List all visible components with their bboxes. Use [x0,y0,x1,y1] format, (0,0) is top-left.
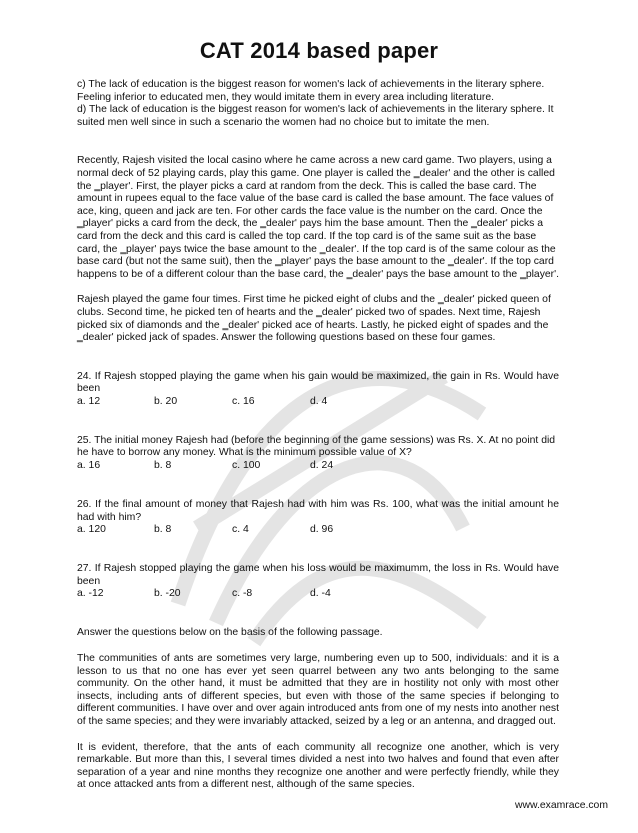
passage1-paragraph: Recently, Rajesh visited the local casino where he came across a new card game. Two players, using a normal deck of 52 playing cards, play this game. One player is called the ‗dealer' and the other is called the ‗player'. First, the player picks a card at random from the deck. This is called the base card. The amount in rupees equal to the face value of the base card is called the base amount. The face values of ace, king, queen and jack are ten. For other cards the face value is the number on the card. Once the ‗player' picks a card from the deck, the ‗dealer' pays him the base amount. Then the ‗dealer' picks a card from the deck and this card is called the top card. If the top card is of the same suit as the base card, the ‗player' pays twice the base amount to the ‗dealer'. If the top card is of the same colour as the base card (but not the same suit), then the ‗player' pays the base amount to the ‗dealer'. If the top card happens to be of a different colour than the base card, the ‗dealer' pays the base amount to the ‗player'. [77,155,559,280]
option: b. 20 [154,395,178,407]
option: d. -4 [310,588,331,600]
option: c. 16 [232,395,255,407]
intro-option-c: c) The lack of education is the biggest reason for women's lack of achievements in the literary sphere. Feeling inferior to educated men, they would imitate them in every area including literature. [77,79,545,103]
option: d. 24 [310,460,334,472]
page-title: CAT 2014 based paper [199,38,439,63]
option: a. 12 [77,395,101,407]
option: b. 8 [154,460,172,472]
option: b. 8 [154,524,172,536]
option: c. -8 [232,588,253,600]
question-24-options [77,396,559,409]
question-26-options [77,524,559,537]
option: a. -12 [77,588,104,600]
option: a. 16 [77,460,101,472]
intro-option-d: d) The lack of education is the biggest reason for women's lack of achievements in the literary sphere. It suited men well since in such a scenario the women had no choice but to imitate the men. [77,104,554,128]
question-24: 24. If Rajesh stopped playing the game when his gain would be maximized, the gain in Rs. Would have been [77,370,559,395]
question-25-options [77,460,559,473]
question-27: 27. If Rajesh stopped playing the game when his loss would be maximumm, the loss in Rs. Would have been [77,563,559,587]
passage2-intro: Answer the questions below on the basis of the following passage. [77,627,383,639]
question-27-options [77,588,559,601]
option: b. -20 [154,588,181,600]
footer-url: www.examrace.com [515,800,608,811]
passage1-paragraph: Rajesh played the game four times. First time he picked eight of clubs and the ‗dealer' picked queen of clubs. Second time, he picked ten of hearts and the ‗dealer' picked two of spades. Next time, Rajesh picked six of diamonds and the ‗dealer' picked ace of hearts. Lastly, he picked eight of spades and the ‗dealer' picked jack of spades. Answer the following questions based on these four games. [77,294,551,344]
option: a. 120 [77,524,106,536]
option: c. 100 [232,460,261,472]
passage2-paragraph: The communities of ants are sometimes very large, numbering even up to 500, individuals: and it is a lesson to us that no one has ever yet seen quarrel between any two ants belonging to the same community. On the other hand, it must be admitted that they are in hostility not only with most other insects, including ants of different species, but even with those of the same species if belonging to different communities. I have over and over again introduced ants from one of my nests into another nest of the same species; and they were invariably attacked, seized by a leg or an antenna, and dragged out. [77,653,559,727]
option: d. 96 [310,524,334,536]
passage2-paragraph: It is evident, therefore, that the ants of each community all recognize one another, which is very remarkable. But more than this, I several times divided a nest into two halves and found that even after separation of a year and nine months they recognize one another and were perfectly friendly, while they at once attacked ants from a different nest, although of the same species. [77,741,559,791]
question-25: 25. The initial money Rajesh had (before the beginning of the game sessions) was Rs. X. At no point did he have to borrow any money. What is the minimum possible value of X? [77,434,556,459]
question-26: 26. If the final amount of money that Rajesh had with him was Rs. 100, what was the initial amount he had with him? [77,499,559,523]
option: c. 4 [232,524,249,536]
document-body [77,79,559,792]
option: d. 4 [310,395,328,407]
